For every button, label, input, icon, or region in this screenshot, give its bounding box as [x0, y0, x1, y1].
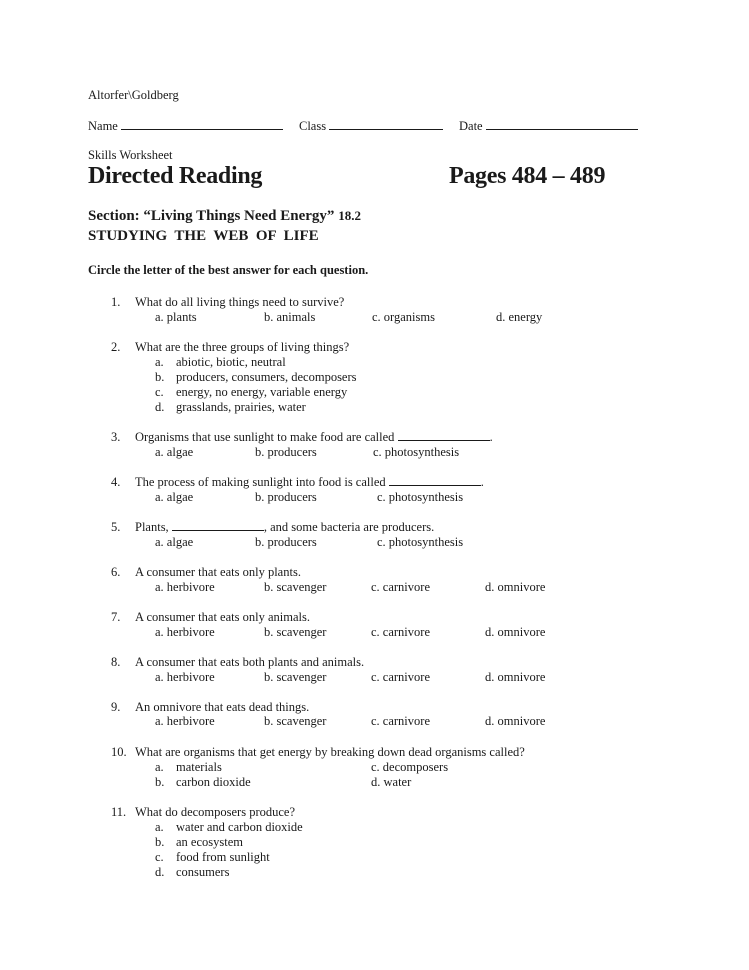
question-text-after: .	[480, 475, 484, 489]
option-b[interactable]: b. scavenger	[264, 670, 327, 684]
option-d[interactable]: consumers	[176, 865, 230, 879]
option-b[interactable]: b. animals	[264, 310, 316, 324]
answer-blank[interactable]	[398, 430, 490, 441]
option-a[interactable]: a. algae	[155, 490, 194, 504]
option-d[interactable]: d. omnivore	[485, 714, 546, 728]
option-b[interactable]: carbon dioxide	[176, 775, 251, 789]
name-line	[121, 118, 283, 130]
option-b-letter[interactable]: b.	[155, 835, 165, 849]
option-b[interactable]: b. scavenger	[264, 714, 327, 728]
question-number: 1.	[111, 295, 121, 309]
option-d[interactable]: d. energy	[496, 310, 543, 324]
question-number: 11.	[111, 805, 127, 819]
option-a[interactable]: abiotic, biotic, neutral	[176, 355, 286, 369]
option-a[interactable]: a. herbivore	[155, 580, 215, 594]
option-a-letter[interactable]: a.	[155, 355, 164, 369]
option-d-letter[interactable]: d.	[155, 400, 165, 414]
answer-blank[interactable]	[389, 475, 481, 486]
option-a[interactable]: a. algae	[155, 445, 194, 459]
option-c[interactable]: c. photosynthesis	[377, 490, 464, 504]
question-text: What do all living things need to survive?	[135, 295, 345, 309]
option-a[interactable]: a. herbivore	[155, 714, 215, 728]
option-c[interactable]: c. carnivore	[371, 714, 430, 728]
option-b-letter[interactable]: b.	[155, 775, 165, 789]
option-c-letter[interactable]: c.	[155, 850, 164, 864]
page-range: Pages 484 – 489	[449, 163, 606, 189]
question-number: 7.	[111, 610, 121, 624]
option-a-letter[interactable]: a.	[155, 820, 164, 834]
class-label: Class	[299, 119, 327, 133]
question-text-before: Organisms that use sunlight to make food are called	[135, 430, 395, 444]
question-number: 8.	[111, 655, 121, 669]
option-d[interactable]: d. omnivore	[485, 670, 546, 684]
option-c-letter[interactable]: c.	[155, 385, 164, 399]
option-c[interactable]: energy, no energy, variable energy	[176, 385, 348, 399]
option-c[interactable]: c. photosynthesis	[377, 535, 464, 549]
option-b[interactable]: b. scavenger	[264, 625, 327, 639]
question-text-after: , and some bacteria are producers.	[263, 520, 435, 534]
answer-blank[interactable]	[172, 520, 264, 531]
option-c[interactable]: food from sunlight	[176, 850, 270, 864]
question-text: What are the three groups of living things?	[135, 340, 350, 354]
section-label: Section:	[88, 208, 140, 224]
question-text-before: The process of making sunlight into food is called	[135, 475, 386, 489]
option-b[interactable]: b. producers	[255, 445, 317, 459]
page-title: Directed Reading	[88, 163, 263, 189]
question-text-after: .	[489, 430, 493, 444]
option-d[interactable]: d. water	[371, 775, 412, 789]
question-text: An omnivore that eats dead things.	[135, 700, 310, 714]
date-label: Date	[459, 119, 483, 133]
question-text: What are organisms that get energy by breaking down dead organisms called?	[135, 745, 525, 759]
option-a[interactable]: water and carbon dioxide	[176, 820, 303, 834]
question-text: A consumer that eats only animals.	[135, 610, 310, 624]
option-d[interactable]: grasslands, prairies, water	[176, 400, 306, 414]
option-d[interactable]: d. omnivore	[485, 580, 546, 594]
class-field[interactable]	[299, 118, 443, 134]
question-text	[135, 520, 434, 535]
question-number: 6.	[111, 565, 121, 579]
question-number: 9.	[111, 700, 121, 714]
option-b[interactable]: b. scavenger	[264, 580, 327, 594]
question-text: What do decomposers produce?	[135, 805, 296, 819]
question-text	[135, 430, 493, 445]
option-b[interactable]: producers, consumers, decomposers	[176, 370, 357, 384]
option-b[interactable]: b. producers	[255, 490, 317, 504]
question-number: 5.	[111, 520, 121, 534]
option-c[interactable]: c. carnivore	[371, 625, 430, 639]
instructions: Circle the letter of the best answer for each question.	[88, 263, 369, 277]
option-a[interactable]: a. herbivore	[155, 625, 215, 639]
section-subtitle: STUDYING THE WEB OF LIFE	[88, 228, 319, 244]
class-line	[329, 118, 443, 130]
date-field[interactable]	[459, 118, 638, 134]
option-c[interactable]: c. decomposers	[371, 760, 449, 774]
question-text: A consumer that eats both plants and animals.	[135, 655, 365, 669]
question-number: 10.	[111, 745, 127, 759]
question-number: 4.	[111, 475, 121, 489]
option-a-letter[interactable]: a.	[155, 760, 164, 774]
option-a[interactable]: a. herbivore	[155, 670, 215, 684]
question-number: 2.	[111, 340, 121, 354]
worksheet-kind: Skills Worksheet	[88, 148, 173, 162]
name-field[interactable]	[88, 118, 283, 134]
option-b[interactable]: b. producers	[255, 535, 317, 549]
option-c[interactable]: c. carnivore	[371, 670, 430, 684]
option-c[interactable]: c. photosynthesis	[373, 445, 460, 459]
option-b-letter[interactable]: b.	[155, 370, 165, 384]
section-name: “Living Things Need Energy”	[143, 208, 335, 224]
name-label: Name	[88, 119, 118, 133]
authors-text: Altorfer\Goldberg	[88, 88, 179, 102]
option-c[interactable]: c. organisms	[372, 310, 435, 324]
question-text	[135, 475, 484, 490]
question-number: 3.	[111, 430, 121, 444]
option-a[interactable]: materials	[176, 760, 222, 774]
question-text-before: Plants,	[135, 520, 169, 534]
date-line	[486, 118, 638, 130]
question-text: A consumer that eats only plants.	[135, 565, 301, 579]
option-a[interactable]: a. plants	[155, 310, 197, 324]
option-d-letter[interactable]: d.	[155, 865, 165, 879]
option-d[interactable]: d. omnivore	[485, 625, 546, 639]
section-heading	[88, 208, 361, 225]
option-a[interactable]: a. algae	[155, 535, 194, 549]
option-c[interactable]: c. carnivore	[371, 580, 430, 594]
section-number: 18.2	[338, 208, 361, 223]
option-b[interactable]: an ecosystem	[176, 835, 243, 849]
